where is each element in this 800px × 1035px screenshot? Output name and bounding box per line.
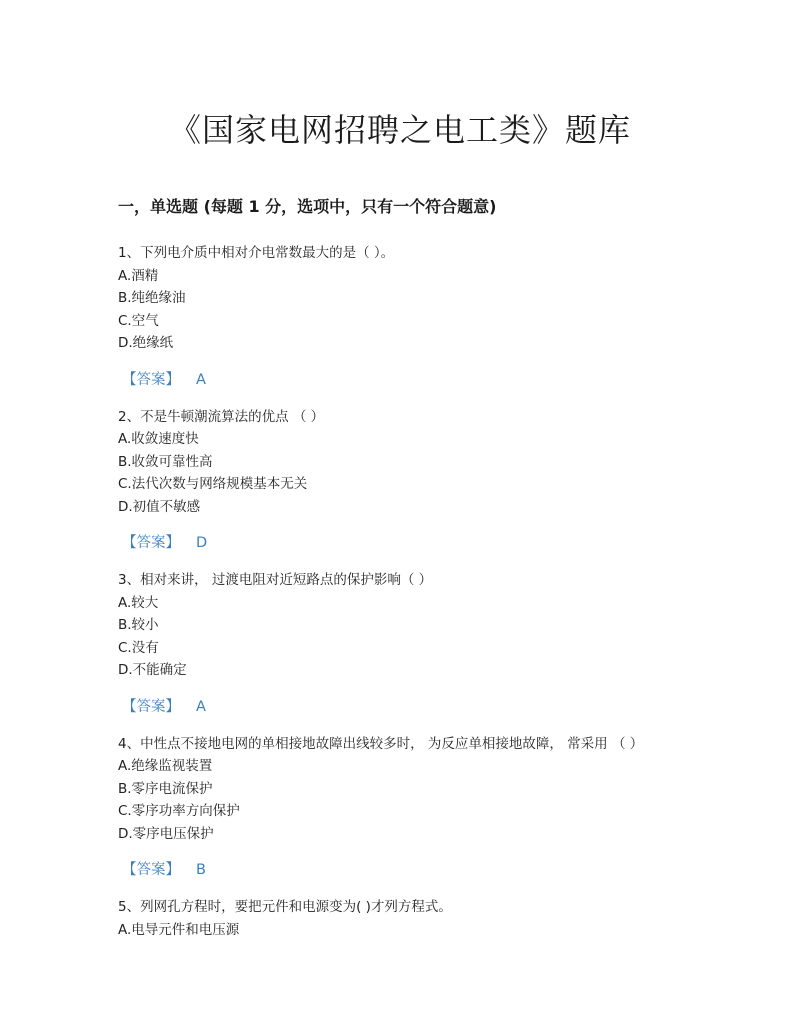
option-a: A.较大: [118, 594, 159, 611]
answer-label: 【答案】: [122, 698, 180, 715]
answer-line: [118, 532, 738, 554]
option-b: B.较小: [118, 617, 159, 633]
question-stem: 4、中性点不接地电网的单相接地故障出线较多时， 为反应单相接地故障， 常采用 （ ）: [118, 735, 644, 752]
question-stem: 3、相对来讲， 过渡电阻对近短路点的保护影响（ ）: [118, 572, 433, 588]
question-4: [118, 733, 738, 882]
question-list: [118, 242, 738, 941]
option-d: D.不能确定: [118, 662, 187, 678]
answer-value: B: [196, 862, 206, 878]
answer-value: D: [196, 535, 208, 551]
option-b: B.零序电流保护: [118, 780, 213, 797]
section-heading: 一，单选题 (每题 1 分，选项中，只有一个符合题意): [118, 197, 497, 216]
answer-line: [118, 696, 738, 718]
option-c: C.零序功率方向保护: [118, 803, 240, 819]
answer-label: 【答案】: [122, 371, 180, 388]
option-a: A.电导元件和电压源: [118, 921, 240, 938]
question-stem: 1、下列电介质中相对介电常数最大的是（ ）。: [118, 245, 395, 261]
option-a: A.收敛速度快: [118, 431, 199, 447]
question-stem: 5、列网孔方程时，要把元件和电源变为( )才列方程式。: [118, 899, 452, 915]
option-d: D.绝缘纸: [118, 335, 174, 351]
question-1: [118, 242, 738, 391]
answer-line: [118, 859, 738, 881]
question-5: [118, 896, 738, 941]
option-a: A.绝缘监视装置: [118, 758, 213, 774]
option-b: B.收敛可靠性高: [118, 453, 213, 470]
answer-value: A: [196, 698, 206, 715]
option-a: A.酒精: [118, 267, 159, 284]
document-title: 《国家电网招聘之电工类》题库: [168, 111, 631, 149]
answer-label: 【答案】: [122, 862, 180, 878]
option-b: B.纯绝缘油: [118, 290, 186, 306]
option-c: C.法代次数与网络规模基本无关: [118, 476, 308, 492]
option-c: C.空气: [118, 312, 159, 329]
option-d: D.零序电压保护: [118, 825, 214, 842]
answer-label: 【答案】: [122, 535, 180, 551]
option-c: C.没有: [118, 639, 159, 656]
question-2: [118, 406, 738, 555]
answer-value: A: [196, 371, 206, 388]
question-3: [118, 569, 738, 718]
answer-line: [118, 369, 738, 391]
question-stem: 2、不是牛顿潮流算法的优点 （ ）: [118, 408, 325, 425]
option-d: D.初值不敏感: [118, 498, 201, 515]
